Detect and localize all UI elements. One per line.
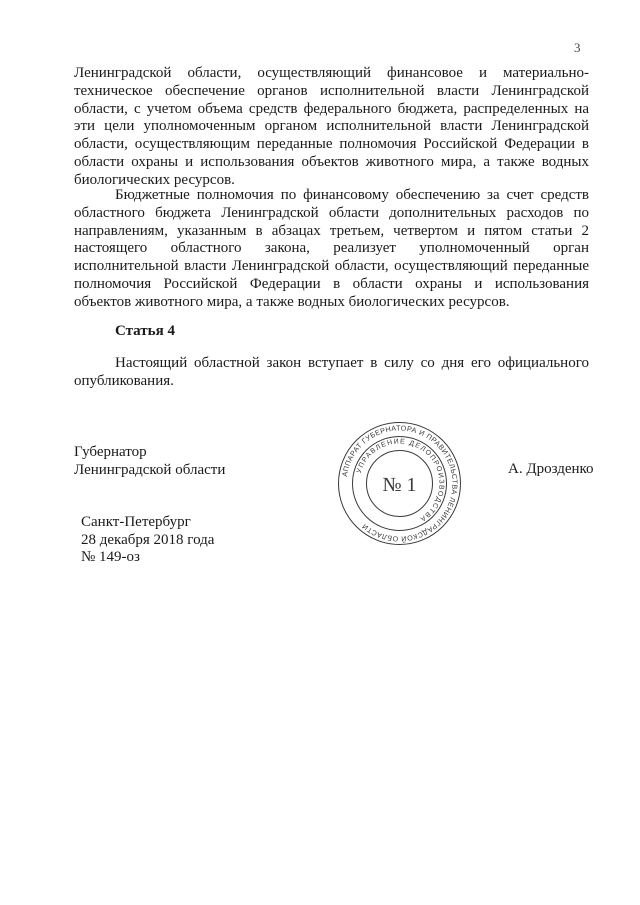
paragraph-continuation: Ленинградской области, осуществляющий финансовое и материально-техническое обеспечение органов исполнительной власти Ленинградской области, с учетом объема средств федерального бюджета, распределенных на эти цели уполномоченным органом исполнительной власти Ленинградской области, осуществляющим переданные полномочия Российской Федерации в области охраны и использования объектов животного мира, а также водных биологических ресурсов. <box>74 65 589 188</box>
official-seal-stamp <box>337 421 462 546</box>
article-heading: Статья 4 <box>115 323 175 339</box>
signatory-name: А. Дрозденко <box>508 461 594 477</box>
place-date-block <box>81 514 214 567</box>
signatory-title-line2: Ленинградской области <box>74 462 226 478</box>
place-city: Санкт-Петербург <box>81 514 191 530</box>
seal-center-number: № 1 <box>382 474 417 496</box>
paragraph-budget-powers: Бюджетные полномочия по финансовому обеспечению за счет средств областного бюджета Ленинградской области дополнительных расходов по направлениям, указанным в абзацах третьем, четвертом и пятом статьи 2 настоящего областного закона, реализует уполномоченный орган исполнительной власти Ленинградской области, осуществляющий переданные полномочия Российской Федерации в области охраны и использования объектов животного мира, а также водных биологических ресурсов. <box>74 187 589 310</box>
law-date: 28 декабря 2018 года <box>81 531 215 548</box>
signatory-title <box>74 443 225 479</box>
law-number: № 149-оз <box>81 549 140 566</box>
article-text: Настоящий областной закон вступает в силу со дня его официального опубликования. <box>74 355 589 389</box>
page-number: 3 <box>574 40 581 55</box>
seal-inner-text-path: УПРАВЛЕНИЕ ДЕЛОПРОИЗВОДСТВА <box>355 438 445 523</box>
seal-outer-text-path: АППАРАТ ГУБЕРНАТОРА И ПРАВИТЕЛЬСТВА ЛЕНИНГРАДСКОЙ ОБЛАСТИ <box>339 423 460 544</box>
signatory-title-line1: Губернатор <box>74 444 147 460</box>
